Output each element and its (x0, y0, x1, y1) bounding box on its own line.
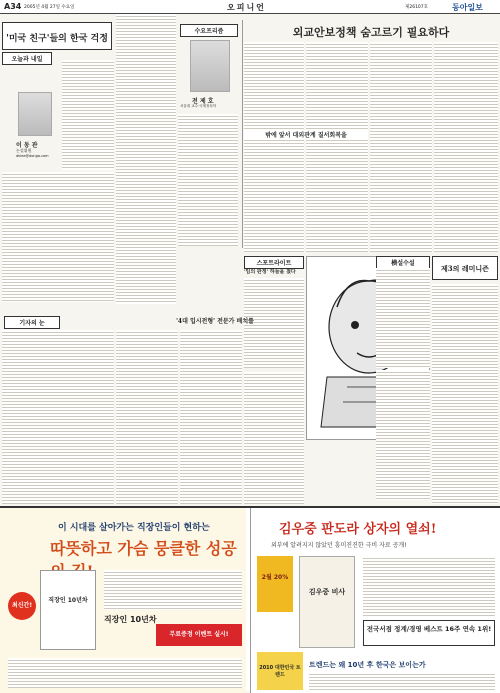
center-author-name: 전 제 호 (192, 98, 214, 105)
author-name: 이 동 관 (16, 142, 38, 149)
trend-book-cover: 2010 대한민국 트렌드 (257, 652, 303, 690)
book-ad-right (250, 508, 500, 693)
author-role: 논설위원 (16, 148, 32, 153)
book-ad-headline: 따뜻하고 가슴 뭉클한 성공 (50, 539, 237, 558)
right-ad-sub: 외부에 알려지지 않았던 흥미진진한 극비 자료 공개! (271, 542, 407, 549)
editorial-text-b (376, 370, 430, 500)
main-text-a (244, 42, 304, 252)
sports-title: '임의 판정' 하늘을 쳤다 (244, 269, 296, 275)
right-book-cover-title: 김우중 비사 (308, 588, 346, 596)
issue-date: 2005년 4월 27일 수요일 (24, 5, 75, 10)
bottom-left-headline: '4대 입시전형' 전문가 배치를 (176, 318, 254, 325)
book-ad-description (104, 570, 242, 610)
trend-book-title: 트렌드는 왜 10년 후 한국은 보이는가 (309, 661, 426, 669)
book-ad-price: 직장인 10년차 (104, 615, 157, 624)
center-column-label: 수요프리즘 (180, 24, 238, 37)
author-email: dklee@donga.com (16, 154, 49, 158)
editorial-text-a (376, 268, 430, 368)
right-column-title: 제3의 레미니즌 (441, 264, 489, 273)
sports-box-label: 스포트라이트 (244, 256, 304, 269)
main-text-b (306, 42, 368, 252)
bottom-text-a (116, 330, 178, 504)
right-ad-description (363, 556, 495, 616)
left-column-title: '미국 친구'들의 한국 걱정 (6, 34, 108, 44)
author-photo (18, 92, 52, 136)
right-ad-footer (309, 672, 495, 690)
book-cover-title: 직장인 10년차 (48, 597, 88, 604)
right-book-cover (299, 556, 355, 648)
left-column-text-b (2, 172, 114, 302)
right-ad-badge: 2월 20% (257, 556, 293, 612)
page-number: A34 (4, 2, 22, 11)
reporter-box-label: 기자의 눈 (4, 316, 60, 329)
page-header (0, 0, 500, 14)
bottom-text-b (180, 330, 242, 504)
cartoon-label: 横설수설 (376, 256, 430, 269)
left-column-text-a (62, 60, 114, 170)
book-ad-left (0, 508, 246, 693)
center-author-photo (190, 40, 230, 92)
section-title: 오피니언 (227, 3, 266, 12)
main-headline: 외교안보정책 숨고르기 필요하다 (292, 26, 450, 39)
advertisement (0, 506, 500, 691)
book-ad-top: 이 시대를 살아가는 직장인들이 현하는 (58, 523, 210, 533)
right-column-text (432, 284, 498, 504)
book-ad-event: 무료증정 이벤트 실시! (156, 624, 242, 646)
newspaper-logo: 동아일보 (452, 3, 483, 12)
right-ad-headline: 김우중 판도라 상자의 열쇠! (279, 522, 437, 537)
right-title-box (432, 256, 498, 280)
column-divider (242, 20, 243, 248)
bottom-text-c (244, 372, 304, 504)
right-ad-bestseller: 전국서점 정계/경영 베스트 16주 연속 1위! (363, 620, 495, 646)
book-cover (40, 570, 96, 650)
center-author-role: 서울대 교수·국제정치학 (180, 104, 217, 108)
main-text-d (434, 42, 498, 252)
sub-headline: 밖에 앞서 대외관계 질서회복을 (244, 130, 368, 139)
left-column-title-box (2, 22, 112, 50)
edition-number: 제26107호 (405, 5, 429, 10)
column-label: 오늘과 내일 (2, 52, 52, 65)
book-ad-footer (8, 658, 242, 688)
reporter-text (2, 330, 114, 504)
center-text-a (178, 114, 238, 246)
left-column-text-c (116, 14, 176, 304)
main-text-c (370, 42, 432, 252)
book-ad-badge: 최신간! (8, 592, 36, 620)
